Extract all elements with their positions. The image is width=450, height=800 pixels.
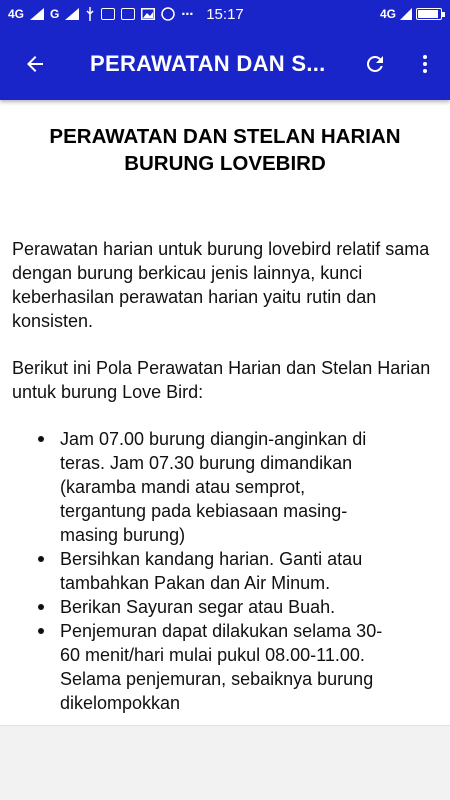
network-type-right: 4G [379, 7, 396, 21]
article-paragraph-2: Berikut ini Pola Perawatan Harian dan Stelan Harian untuk burung Love Bird: [12, 358, 431, 402]
network-type-1: 4G [8, 7, 25, 21]
battery-icon [416, 8, 442, 20]
refresh-button[interactable] [350, 28, 400, 100]
article-paragraph-1: Perawatan harian untuk burung lovebird relatif sama dengan burung berkicau jenis lainnya, kunci keberhasilan perawatan harian yaitu rutin dan konsisten. [12, 239, 430, 331]
status-time: 15:17 [206, 5, 244, 23]
status-bar [0, 0, 450, 28]
overflow-menu-icon [413, 52, 437, 76]
refresh-icon [363, 52, 387, 76]
bottom-panel [0, 725, 450, 800]
list-item: Penjemuran dapat dilakukan selama 30-60 menit/hari mulai pukul 08.00-11.00. Selama penjemuran, sebaiknya burung dikelompokkan [36, 619, 438, 715]
app-bar [0, 28, 450, 100]
article-content[interactable] [0, 100, 450, 725]
list-item: Bersihkan kandang harian. Ganti atau tambahkan Pakan dan Air Minum. [36, 547, 438, 595]
back-button[interactable] [0, 28, 70, 100]
article-title: PERAWATAN DAN STELAN HARIAN BURUNG LOVEBIRD [49, 125, 401, 175]
list-item: Jam 07.00 burung diangin-anginkan di teras. Jam 07.30 burung dimandikan (karamba mandi atau semprot, tergantung pada kebiasaan masing-masing burung) [36, 427, 438, 547]
more-notifications-icon: ⋯ [181, 7, 194, 21]
bullet-list [12, 427, 438, 715]
page-title: PERAWATAN DAN S... [90, 51, 326, 76]
list-item: Berikan Sayuran segar atau Buah. [36, 595, 438, 619]
back-arrow-icon [23, 52, 47, 76]
network-type-2: G [50, 7, 60, 21]
overflow-menu-button[interactable] [400, 28, 450, 100]
